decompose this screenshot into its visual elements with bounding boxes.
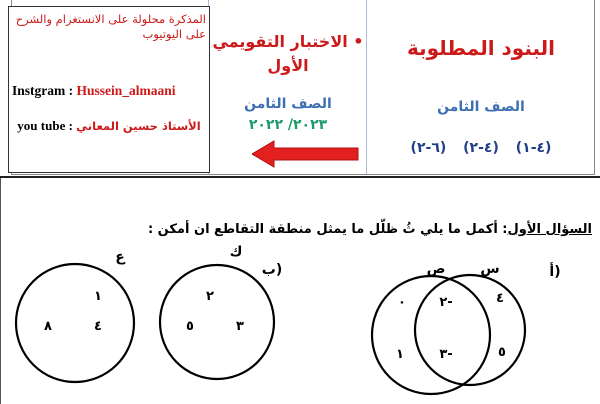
set-s-label: س: [480, 261, 500, 277]
ain-element: ١: [94, 289, 102, 304]
youtube-label: you tube :: [17, 118, 73, 133]
info-note: المذكرة محلولة على الانستغرام والشرح على اليوتيوب: [15, 12, 206, 41]
left-arrow-icon: [252, 139, 362, 169]
question-text: : أكمل ما يلي ثُ ظلّل ما يمثل منطقة التقاطع ان أمكن :: [147, 222, 508, 237]
k-element: ٥: [186, 319, 194, 334]
item-code: (٤-٢): [463, 140, 499, 156]
section-separator: [0, 176, 600, 178]
youtube-line: [12, 118, 206, 134]
item-codes: [370, 140, 592, 156]
question-label: السؤال الأول: [507, 222, 592, 237]
teacher-name: الأستاذ حسين المعاني: [76, 119, 201, 133]
academic-year: ٢٠٢٣/ ٢٠٢٢: [248, 117, 328, 133]
set-t-label: ص: [426, 261, 446, 277]
grade-label: الصف الثامن: [437, 99, 525, 115]
set-t-circle: [372, 276, 490, 394]
venn-diagrams: [0, 238, 600, 404]
k-element: ٣: [236, 319, 244, 334]
set-k-circle: [160, 265, 274, 379]
ain-element: ٨: [44, 319, 52, 334]
set-ain-circle: [16, 264, 134, 382]
exam-title: • الاختبار التقويمي الأول: [212, 32, 364, 75]
instagram-line: [12, 83, 206, 99]
instagram-handle: Hussein_almaani: [76, 83, 176, 98]
t-only-element: ١: [396, 347, 404, 362]
set-k-label: ك: [229, 244, 243, 260]
ain-element: ٤: [94, 319, 102, 334]
question-heading: [147, 222, 592, 237]
item-code: (٦-٢): [410, 140, 447, 156]
column-divider: [366, 0, 367, 174]
part-a-marker: أ): [549, 264, 561, 280]
grade-label-mid: الصف الثامن: [244, 96, 332, 112]
page-title: البنود المطلوبة: [406, 36, 556, 60]
intersection-element: ٣-: [439, 347, 453, 362]
intersection-element: ٢-: [439, 295, 453, 310]
s-only-element: ٥: [498, 345, 506, 360]
set-ain-label: ع: [115, 249, 125, 265]
part-b-marker: ب): [261, 262, 283, 278]
t-only-element: ٠: [398, 295, 406, 310]
s-only-element: ٤: [496, 291, 504, 306]
item-code: (٤-١): [515, 140, 552, 156]
k-element: ٢: [206, 289, 214, 304]
instagram-label: Instgram :: [12, 83, 74, 98]
